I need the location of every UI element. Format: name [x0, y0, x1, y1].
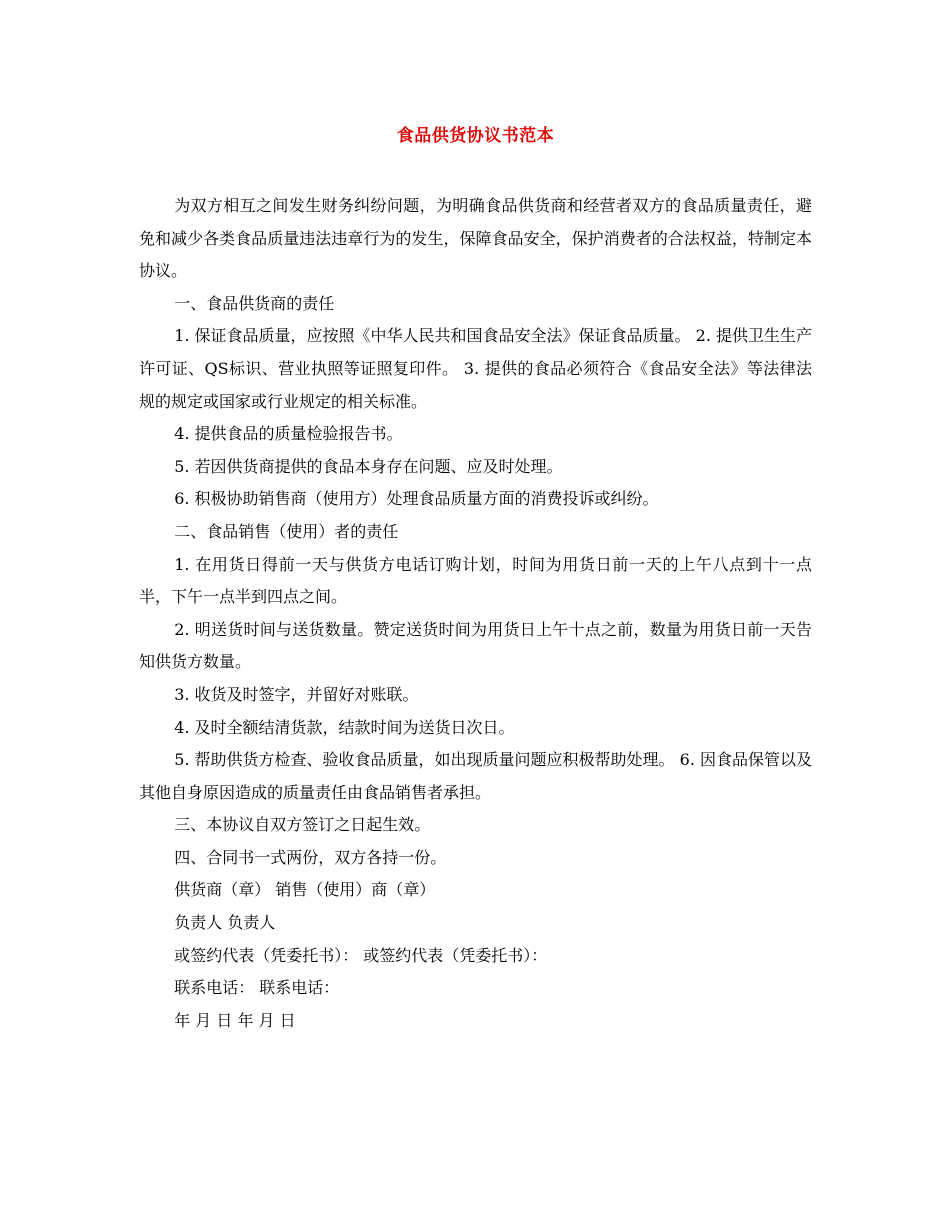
paragraph-supplier-1-3: 1. 保证食品质量，应按照《中华人民共和国食品安全法》保证食品质量。 2. 提供卫生生产许可证、QS标识、营业执照等证照复印件。 3. 提供的食品必须符合《食品安全法》等法律法规的规定或国家或行业规定的相关标准。 [139, 326, 812, 411]
signature-representative-line: 或签约代表（凭委托书）： 或签约代表（凭委托书）： [174, 945, 548, 965]
signature-stamp-line: 供货商（章） 销售（使用）商（章） [174, 880, 436, 900]
section-heading-supplier: 一、食品供货商的责任 [174, 293, 335, 313]
signature-date-line: 年 月 日 年 月 日 [174, 1010, 296, 1030]
paragraph-seller-4: 4. 及时全额结清货款，结款时间为送货日次日。 [174, 717, 515, 737]
paragraph-supplier-4: 4. 提供食品的质量检验报告书。 [174, 424, 403, 444]
paragraph-seller-5-6: 5. 帮助供货方检查、验收食品质量，如出现质量问题应积极帮助处理。 6. 因食品保管以及其他自身原因造成的质量责任由食品销售者承担。 [139, 750, 812, 802]
paragraph-seller-1: 1. 在用货日得前一天与供货方电话订购计划，时间为用货日前一天的上午八点到十一点半，下午一点半到四点之间。 [139, 554, 812, 607]
signature-phone-line: 联系电话： 联系电话： [174, 978, 340, 998]
document-title: 食品供货协议书范本 [396, 126, 555, 146]
section-heading-seller: 二、食品销售（使用）者的责任 [174, 521, 399, 541]
signature-responsible-line: 负责人 负责人 [174, 913, 276, 933]
section-effective: 三、本协议自双方签订之日起生效。 [174, 815, 431, 835]
paragraph-supplier-5: 5. 若因供货商提供的食品本身存在问题、应及时处理。 [174, 456, 563, 476]
paragraph-supplier-6: 6. 积极协助销售商（使用方）处理食品质量方面的消费投诉或纠纷。 [174, 489, 659, 509]
paragraph-preamble: 为双方相互之间发生财务纠纷问题，为明确食品供货商和经营者双方的食品质量责任，避免和减少各类食品质量违法违章行为的发生，保障食品安全，保护消费者的合法权益，特制定本协议。 [139, 196, 812, 281]
paragraph-seller-2: 2. 明送货时间与送货数量。赞定送货时间为用货日上午十点之前，数量为用货日前一天告知供货方数量。 [139, 619, 812, 672]
section-copies: 四、合同书一式两份，双方各持一份。 [174, 847, 447, 867]
document-body [139, 190, 812, 1037]
paragraph-seller-3: 3. 收货及时签字，并留好对账联。 [174, 684, 419, 704]
